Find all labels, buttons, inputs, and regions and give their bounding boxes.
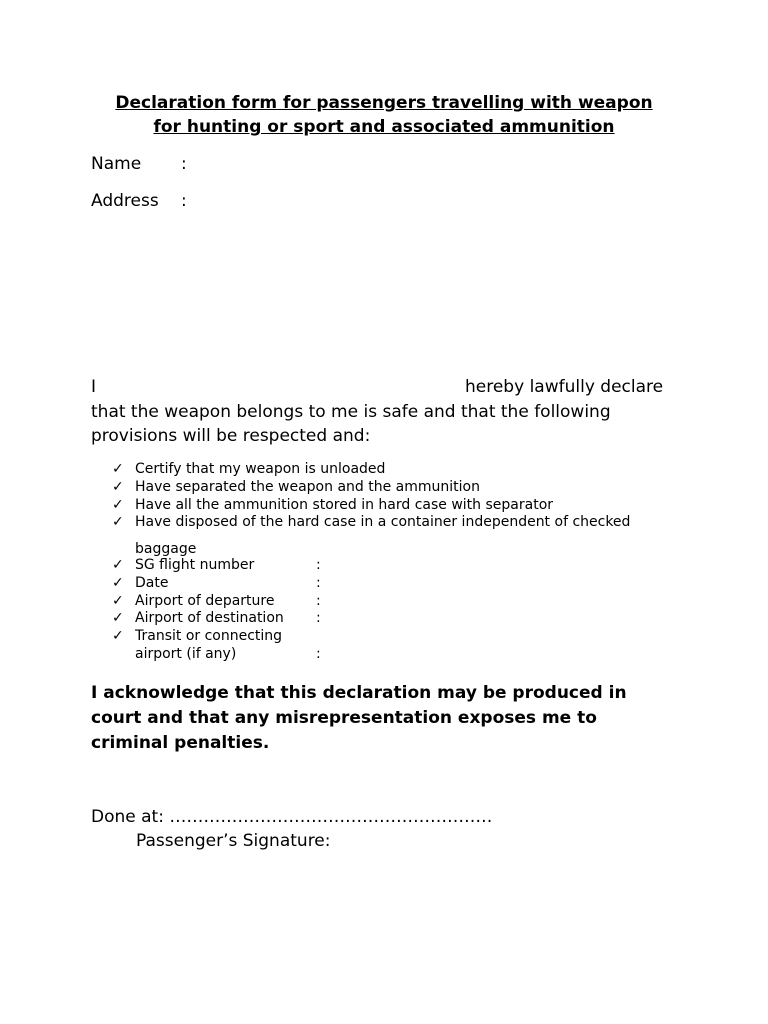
address-field [91,191,187,211]
passenger-signature-label: Passenger’s Signature: [136,831,331,851]
declaration-line-2: that the weapon belongs to me is safe and that the following [91,402,611,422]
checklist-item-text: Have disposed of the hard case in a container independent of checked [135,514,631,530]
checkmark-icon: ✓ [112,628,124,644]
acknowledgement-line-2: court and that any misrepresentation exposes me to [91,708,597,728]
checkmark-icon: ✓ [112,557,124,573]
flight-field-label: Transit or connecting [135,628,283,644]
form-title-line-2: for hunting or sport and associated ammunition [153,117,615,137]
declaration-line-3: provisions will be respected and: [91,426,371,446]
flight-field-label: Date [135,575,169,591]
checkmark-icon: ✓ [112,575,124,591]
checkmark-icon: ✓ [112,479,124,495]
checkmark-icon: ✓ [112,514,124,530]
acknowledgement-line-1: I acknowledge that this declaration may be produced in [91,683,627,703]
address-colon: : [181,191,187,211]
checklist-item-continuation: baggage [135,541,197,557]
flight-field-colon: : [316,610,321,626]
flight-field-label: SG flight number [135,557,255,573]
checklist-item-text: Have separated the weapon and the ammunition [135,479,480,495]
checklist-item-text: Certify that my weapon is unloaded [135,461,386,477]
transit-continuation-label: airport (if any) [135,646,237,662]
form-title-line-1: Declaration form for passengers travelling with weapon [115,93,653,113]
declaration-hereby: hereby lawfully declare [465,377,664,397]
flight-field-continuation [135,646,321,663]
flight-field-colon: : [316,575,321,591]
flight-field-colon: : [316,646,321,662]
flight-field-label: Airport of destination [135,610,284,626]
checklist-item-text: Have all the ammunition stored in hard case with separator [135,497,554,513]
checkmark-icon: ✓ [112,497,124,513]
acknowledgement-line-3: criminal penalties. [91,733,270,753]
flight-field-label: Airport of departure [135,593,275,609]
checkmark-icon: ✓ [112,610,124,626]
flight-field-colon: : [316,593,321,609]
name-label: Name [91,154,142,174]
name-field [91,154,187,174]
checkmark-icon: ✓ [112,593,124,609]
checkmark-icon: ✓ [112,461,124,477]
done-at-line: Done at: ………………………………………………… [91,807,493,827]
declaration-i: I [91,377,97,397]
address-label: Address [91,191,159,211]
flight-field-colon: : [316,557,321,573]
name-colon: : [181,154,187,174]
